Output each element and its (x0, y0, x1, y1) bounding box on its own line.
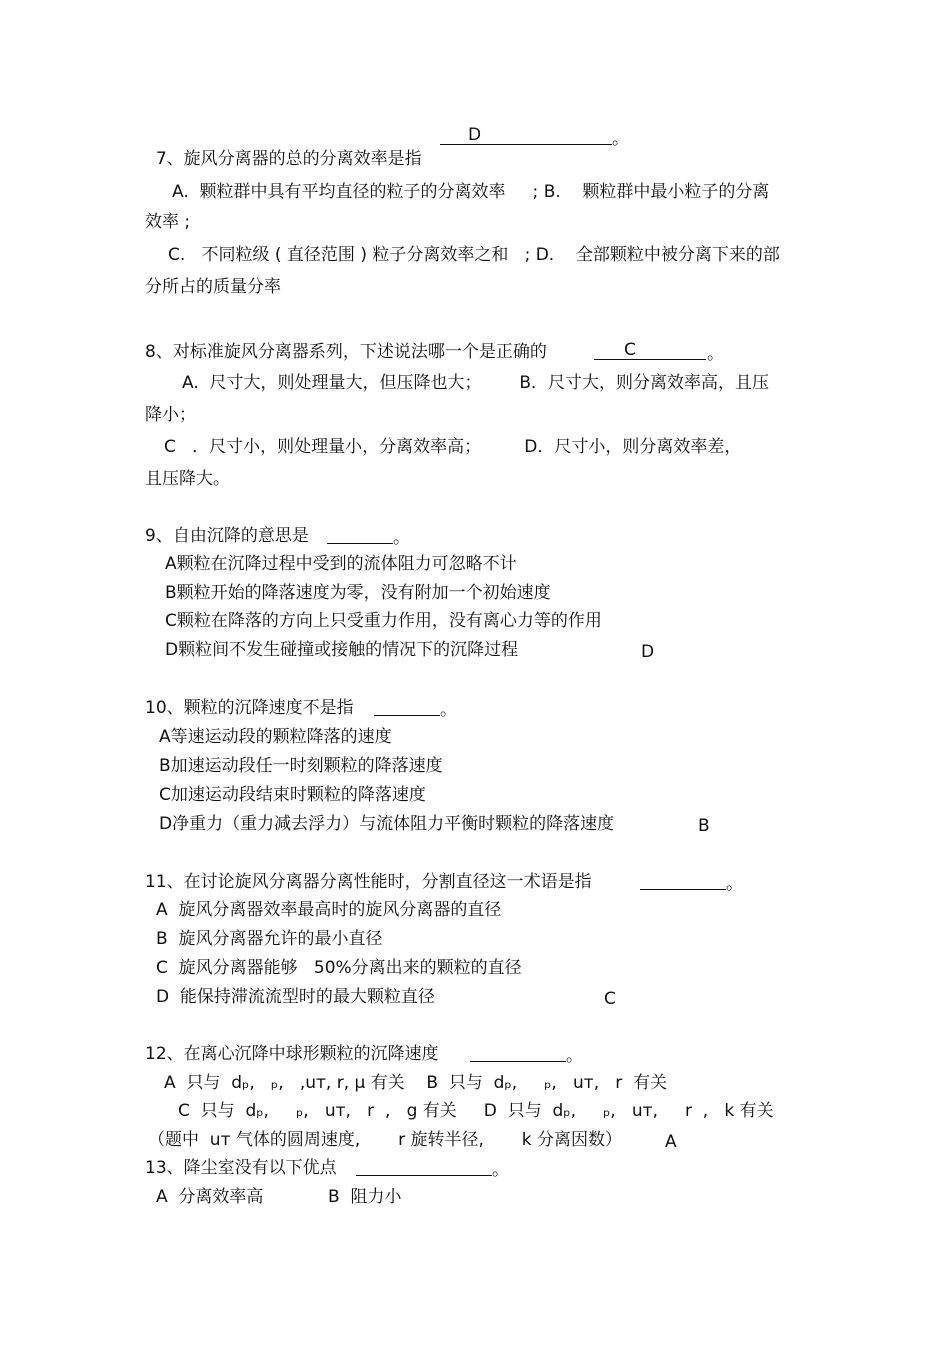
q12-note: （题中 uᴛ 气体的圆周速度, r 旋转半径, k 分离因数） (148, 1130, 622, 1150)
q10-option-a: A等速运动段的颗粒降落的速度 (159, 727, 392, 747)
q8-line-3: C ．尺寸小，则处理量小，分离效率高； D．尺寸小，则分离效率差， (164, 437, 742, 457)
q13-option-b: B 阻力小 (328, 1187, 402, 1207)
q8-answer: C (624, 340, 636, 360)
q9-stem: 9、自由沉降的意思是 (145, 526, 309, 546)
q10-answer: B (698, 816, 710, 836)
q9-option-b: B颗粒开始的降落速度为零，没有附加一个初始速度 (165, 583, 551, 603)
q11-option-d: D 能保持滞流流型时的最大颗粒直径 (156, 987, 435, 1007)
q8-end: 。 (707, 344, 724, 364)
q9-option-d: D颗粒间不发生碰撞或接触的情况下的沉降过程 (165, 640, 519, 660)
q12-stem: 12、在离心沉降中球形颗粒的沉降速度 (145, 1044, 439, 1064)
q12-options-cd: C 只与 dₚ, ₚ, uᴛ, r , g 有关 D 只与 dₚ, ₚ, uᴛ, r , k 有关 (178, 1101, 774, 1121)
q13-stem: 13、降尘室没有以下优点 (145, 1158, 337, 1178)
q11-answer: C (604, 989, 616, 1009)
q11-option-b: B 旋风分离器允许的最小直径 (156, 929, 383, 949)
q8-answer-blank (594, 341, 706, 360)
q7-line-4: 分所占的质量分率 (145, 277, 281, 297)
q9-option-a: A颗粒在沉降过程中受到的流体阻力可忽略不计 (165, 554, 517, 574)
q11-end: 。 (726, 874, 743, 894)
q13-answer-blank (356, 1157, 492, 1176)
q13-option-a: A 分离效率高 (156, 1187, 264, 1207)
q10-option-c: C加速运动段结束时颗粒的降落速度 (159, 785, 426, 805)
q7-line-3: C. 不同粒级 ( 直径范围 ) 粒子分离效率之和 ; D. 全部颗粒中被分离下来的部 (168, 245, 780, 265)
q7-line-1: A. 颗粒群中具有平均直径的粒子的分离效率 ; B. 颗粒群中最小粒子的分离 (172, 182, 770, 202)
q10-end: 。 (440, 700, 457, 720)
q10-option-d: D净重力（重力减去浮力）与流体阻力平衡时颗粒的降落速度 (159, 814, 615, 834)
q11-option-c: C 旋风分离器能够 50%分离出来的颗粒的直径 (156, 958, 522, 978)
q9-answer-blank (327, 525, 393, 544)
q10-stem: 10、颗粒的沉降速度不是指 (145, 698, 354, 718)
q12-answer: A (665, 1132, 677, 1152)
q9-answer: D (641, 642, 655, 662)
q11-answer-blank (640, 871, 726, 890)
q7-stem (145, 126, 422, 170)
q12-end: 。 (566, 1046, 583, 1066)
q8-line-4: 且压降大。 (145, 469, 230, 489)
q7-end: 。 (612, 129, 629, 149)
q13-end: 。 (492, 1160, 509, 1180)
q12-options-ab: A 只与 dₚ, ₚ, ,uᴛ, r, μ 有关 B 只与 dₚ, ₚ, uᴛ, r 有关 (164, 1073, 668, 1093)
q10-answer-blank (374, 697, 440, 716)
q8-stem: 8、对标准旋风分离器系列，下述说法哪一个是正确的 (145, 342, 547, 362)
q12-answer-blank (470, 1043, 566, 1062)
q7-stem-text: 7、旋风分离器的总的分离效率是指 (155, 149, 422, 169)
q7-answer: D (468, 125, 482, 145)
q7-line-2: 效率 ; (145, 212, 191, 232)
q11-option-a: A 旋风分离器效率最高时的旋风分离器的直径 (156, 900, 502, 920)
q7-answer-blank (440, 126, 612, 145)
q9-end: 。 (393, 528, 410, 548)
q8-line-1: A. 尺寸大，则处理量大，但压降也大； B．尺寸大，则分离效率高，且压 (182, 373, 770, 393)
q8-line-2: 降小； (145, 405, 196, 425)
q10-option-b: B加速运动段任一时刻颗粒的降落速度 (159, 756, 443, 776)
q11-stem: 11、在讨论旋风分离器分离性能时，分割直径这一术语是指 (145, 872, 592, 892)
q9-option-c: C颗粒在降落的方向上只受重力作用，没有离心力等的作用 (165, 611, 602, 631)
